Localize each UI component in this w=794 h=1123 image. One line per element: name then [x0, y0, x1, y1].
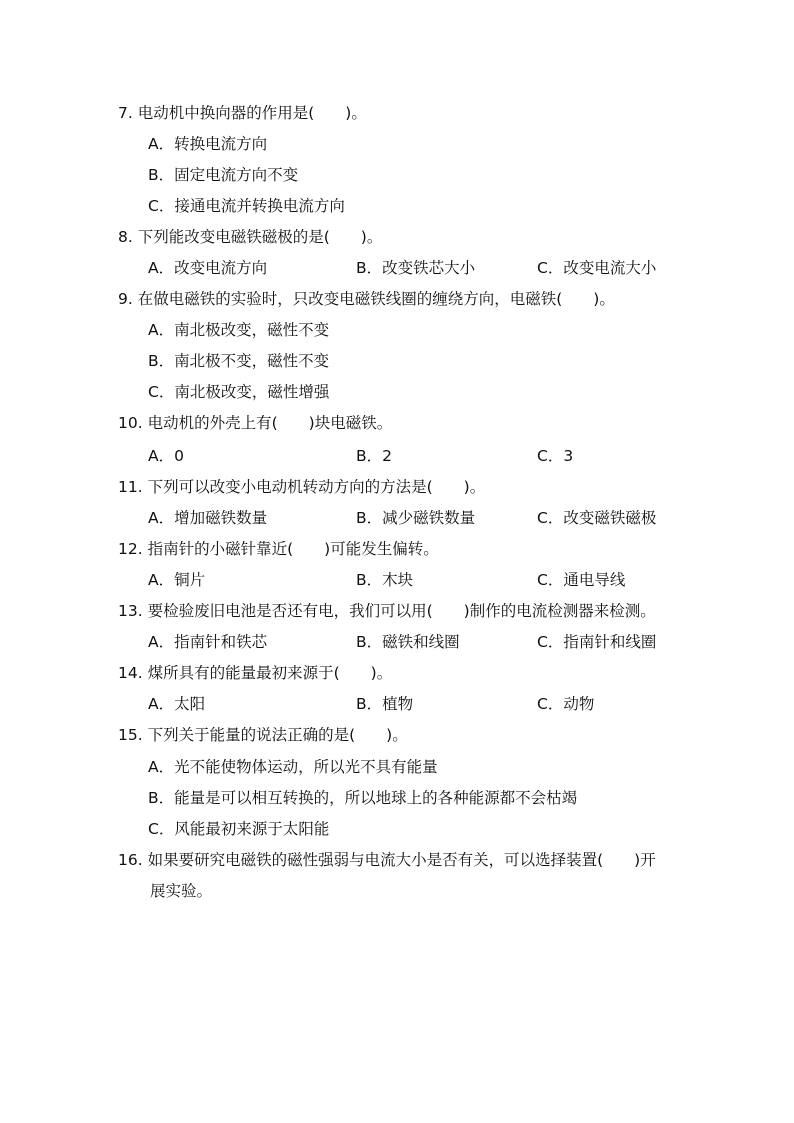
option-letter: B． — [356, 633, 383, 651]
question-stem: 下列可以改变小电动机转动方向的方法是( )。 — [147, 478, 486, 496]
option-13c — [537, 632, 656, 652]
question-13 — [118, 601, 656, 621]
option-7a — [148, 134, 267, 154]
option-letter: A． — [148, 633, 175, 651]
option-12a — [148, 570, 205, 590]
question-number: 14. — [118, 664, 143, 682]
option-letter: B． — [356, 509, 383, 527]
option-13a — [148, 632, 267, 652]
option-letter: B． — [148, 352, 175, 370]
question-12 — [118, 539, 439, 559]
option-text: 增加磁铁数量 — [174, 509, 268, 527]
option-7c — [148, 196, 345, 216]
question-14 — [118, 663, 392, 683]
option-letter: A． — [148, 447, 175, 465]
option-letter: A． — [148, 758, 175, 776]
option-15b — [148, 788, 577, 808]
question-9 — [118, 289, 615, 309]
question-number: 8. — [118, 228, 133, 246]
option-text: 指南针和线圈 — [563, 633, 657, 651]
option-7b — [148, 165, 298, 185]
option-letter: A． — [148, 135, 175, 153]
option-text: 改变磁铁磁极 — [563, 509, 657, 527]
question-stem: 要检验废旧电池是否还有电，我们可以用( )制作的电流检测器来检测。 — [147, 602, 656, 620]
question-10 — [118, 413, 392, 433]
option-letter: C． — [537, 509, 564, 527]
question-number: 12. — [118, 540, 143, 558]
option-text: 南北极不变，磁性不变 — [174, 352, 330, 370]
option-text: 南北极改变，磁性增强 — [174, 383, 330, 401]
question-7 — [118, 103, 367, 123]
option-text: 2 — [382, 447, 393, 465]
question-stem: 在做电磁铁的实验时，只改变电磁铁线圈的缠绕方向，电磁铁( )。 — [137, 290, 615, 308]
option-15c — [148, 819, 329, 839]
question-16-continuation — [150, 881, 212, 901]
question-16 — [118, 850, 656, 870]
option-11a — [148, 508, 267, 528]
question-11 — [118, 477, 485, 497]
option-letter: B． — [148, 789, 175, 807]
option-text: 磁铁和线圈 — [382, 633, 460, 651]
option-letter: A． — [148, 259, 175, 277]
option-text: 风能最初来源于太阳能 — [174, 820, 330, 838]
question-stem: 下列能改变电磁铁磁极的是( )。 — [137, 228, 383, 246]
option-text: 改变电流方向 — [174, 259, 268, 277]
question-number: 13. — [118, 602, 143, 620]
option-text: 动物 — [563, 695, 595, 713]
option-letter: A． — [148, 571, 175, 589]
question-15 — [118, 725, 408, 745]
option-9b — [148, 351, 329, 371]
option-text: 通电导线 — [563, 571, 626, 589]
option-text: 能量是可以相互转换的，所以地球上的各种能源都不会枯竭 — [174, 789, 578, 807]
option-letter: B． — [356, 571, 383, 589]
option-14c — [537, 694, 594, 714]
option-12c — [537, 570, 625, 590]
option-letter: C． — [148, 820, 175, 838]
option-letter: C． — [537, 447, 564, 465]
option-11b — [356, 508, 475, 528]
option-text: 南北极改变，磁性不变 — [174, 321, 330, 339]
question-stem-line-2: 展实验。 — [150, 882, 213, 900]
option-letter: B． — [356, 695, 383, 713]
option-text: 3 — [563, 447, 574, 465]
option-text: 光不能使物体运动，所以光不具有能量 — [174, 758, 438, 776]
option-text: 指南针和铁芯 — [174, 633, 268, 651]
option-text: 0 — [174, 447, 184, 465]
question-stem: 电动机中换向器的作用是( )。 — [137, 104, 367, 122]
option-text: 植物 — [382, 695, 414, 713]
option-letter: B． — [356, 259, 383, 277]
option-10b — [356, 446, 392, 466]
option-text: 接通电流并转换电流方向 — [174, 197, 345, 215]
option-10a — [148, 446, 184, 466]
question-number: 9. — [118, 290, 133, 308]
option-10c — [537, 446, 573, 466]
option-letter: A． — [148, 695, 175, 713]
option-8a — [148, 258, 267, 278]
option-8c — [537, 258, 656, 278]
option-text: 改变铁芯大小 — [382, 259, 476, 277]
option-letter: C． — [148, 383, 175, 401]
option-text: 木块 — [382, 571, 414, 589]
question-stem: 下列关于能量的说法正确的是( )。 — [147, 726, 408, 744]
option-14b — [356, 694, 413, 714]
question-number: 16. — [118, 851, 143, 869]
option-letter: B． — [148, 166, 175, 184]
option-text: 固定电流方向不变 — [174, 166, 299, 184]
option-letter: A． — [148, 509, 175, 527]
question-stem: 电动机的外壳上有( )块电磁铁。 — [147, 414, 393, 432]
option-12b — [356, 570, 413, 590]
option-14a — [148, 694, 205, 714]
option-11c — [537, 508, 656, 528]
option-letter: C． — [537, 571, 564, 589]
option-letter: C． — [537, 259, 564, 277]
option-letter: C． — [537, 633, 564, 651]
question-number: 7. — [118, 104, 133, 122]
option-8b — [356, 258, 475, 278]
option-text: 铜片 — [174, 571, 206, 589]
question-stem-line-1: 如果要研究电磁铁的磁性强弱与电流大小是否有关，可以选择装置( )开 — [147, 851, 656, 869]
option-text: 转换电流方向 — [174, 135, 268, 153]
option-letter: B． — [356, 447, 383, 465]
option-text: 减少磁铁数量 — [382, 509, 476, 527]
option-text: 太阳 — [174, 695, 206, 713]
option-13b — [356, 632, 460, 652]
question-stem: 煤所具有的能量最初来源于( )。 — [147, 664, 393, 682]
option-15a — [148, 757, 438, 777]
question-number: 15. — [118, 726, 143, 744]
question-number: 11. — [118, 478, 143, 496]
question-8 — [118, 227, 382, 247]
option-9c — [148, 382, 329, 402]
question-number: 10. — [118, 414, 143, 432]
option-letter: A． — [148, 321, 175, 339]
question-stem: 指南针的小磁针靠近( )可能发生偏转。 — [147, 540, 439, 558]
option-9a — [148, 320, 329, 340]
option-letter: C． — [537, 695, 564, 713]
option-text: 改变电流大小 — [563, 259, 657, 277]
option-letter: C． — [148, 197, 175, 215]
